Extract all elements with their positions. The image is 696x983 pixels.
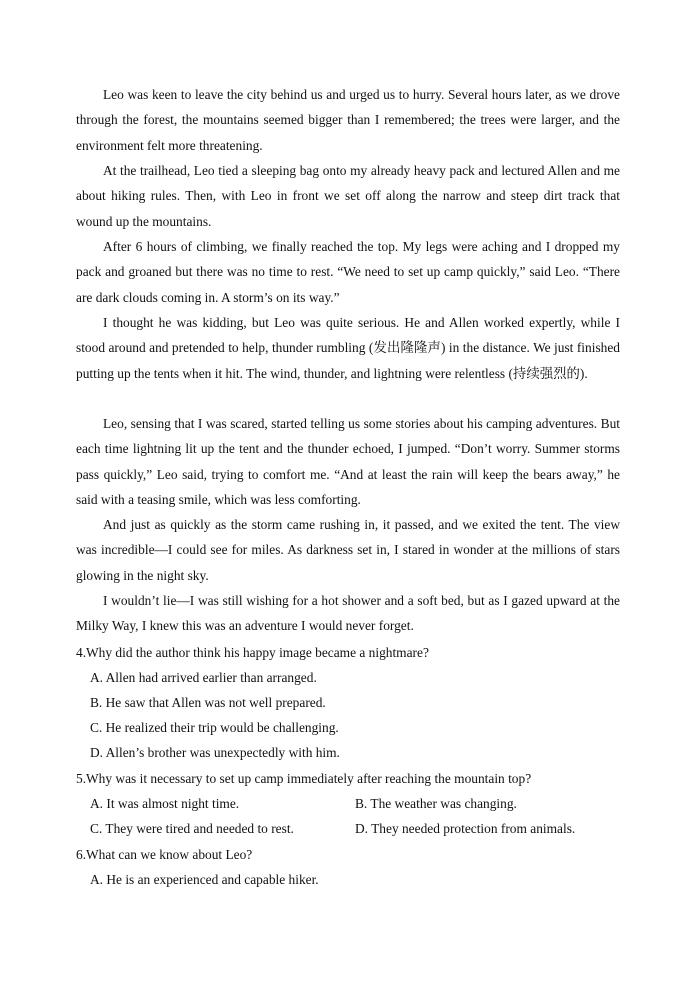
passage-paragraph: I wouldn’t lie—I was still wishing for a hot shower and a soft bed, but as I gazed upward at the Milky Way, I knew this was an adventure I would never forget. [76, 593, 620, 634]
answer-option: D. Allen’s brother was unexpectedly with him. [90, 745, 340, 760]
passage-paragraph: Leo was keen to leave the city behind us and urged us to hurry. Several hours later, as we drove through the forest, the mountains seemed bigger than I remembered; the trees were larger, and the environment felt more threatening. [76, 87, 620, 153]
passage-paragraph: At the trailhead, Leo tied a sleeping bag onto my already heavy pack and lectured Allen and me about hiking rules. Then, with Leo in front we set off along the narrow and steep dirt track that wound up the mountains. [76, 163, 620, 229]
passage-paragraph: And just as quickly as the storm came rushing in, it passed, and we exited the tent. The view was incredible—I could see for miles. As darkness set in, I stared in wonder at the millions of stars glowing in the night sky. [76, 517, 620, 583]
passage-paragraph: I thought he was kidding, but Leo was quite serious. He and Allen worked expertly, while I stood around and pretended to help, thunder rumbling (发出隆隆声) in the distance. We just finished putting up the tents when it hit. The wind, thunder, and lightning were relentless (持续强烈的). [76, 315, 620, 381]
answer-option: B. The weather was changing. [355, 796, 517, 811]
question-stem: 5.Why was it necessary to set up camp immediately after reaching the mountain top? [76, 771, 532, 786]
answer-option: A. Allen had arrived earlier than arranged. [90, 670, 317, 685]
answer-option: A. He is an experienced and capable hiker. [90, 872, 319, 887]
passage-paragraph: Leo, sensing that I was scared, started telling us some stories about his camping adventures. But each time lightning lit up the tent and the thunder echoed, I jumped. “Don’t worry. Summer storms pass quickly,” Leo said, trying to comfort me. “And at least the rain will keep the bears away,” he said with a teasing smile, which was less comforting. [76, 416, 620, 507]
question-stem: 6.What can we know about Leo? [76, 847, 253, 862]
passage-paragraph: After 6 hours of climbing, we finally reached the top. My legs were aching and I dropped my pack and groaned but there was no time to rest. “We need to set up camp quickly,” said Leo. “There are dark clouds coming in. A storm’s on its way.” [76, 239, 620, 305]
answer-option: C. They were tired and needed to rest. [90, 821, 294, 836]
question-stem: 4.Why did the author think his happy image became a nightmare? [76, 645, 429, 660]
answer-option: B. He saw that Allen was not well prepared. [90, 695, 326, 710]
answer-option: A. It was almost night time. [90, 796, 240, 811]
answer-option: D. They needed protection from animals. [355, 821, 576, 836]
answer-option: C. He realized their trip would be challenging. [90, 720, 339, 735]
